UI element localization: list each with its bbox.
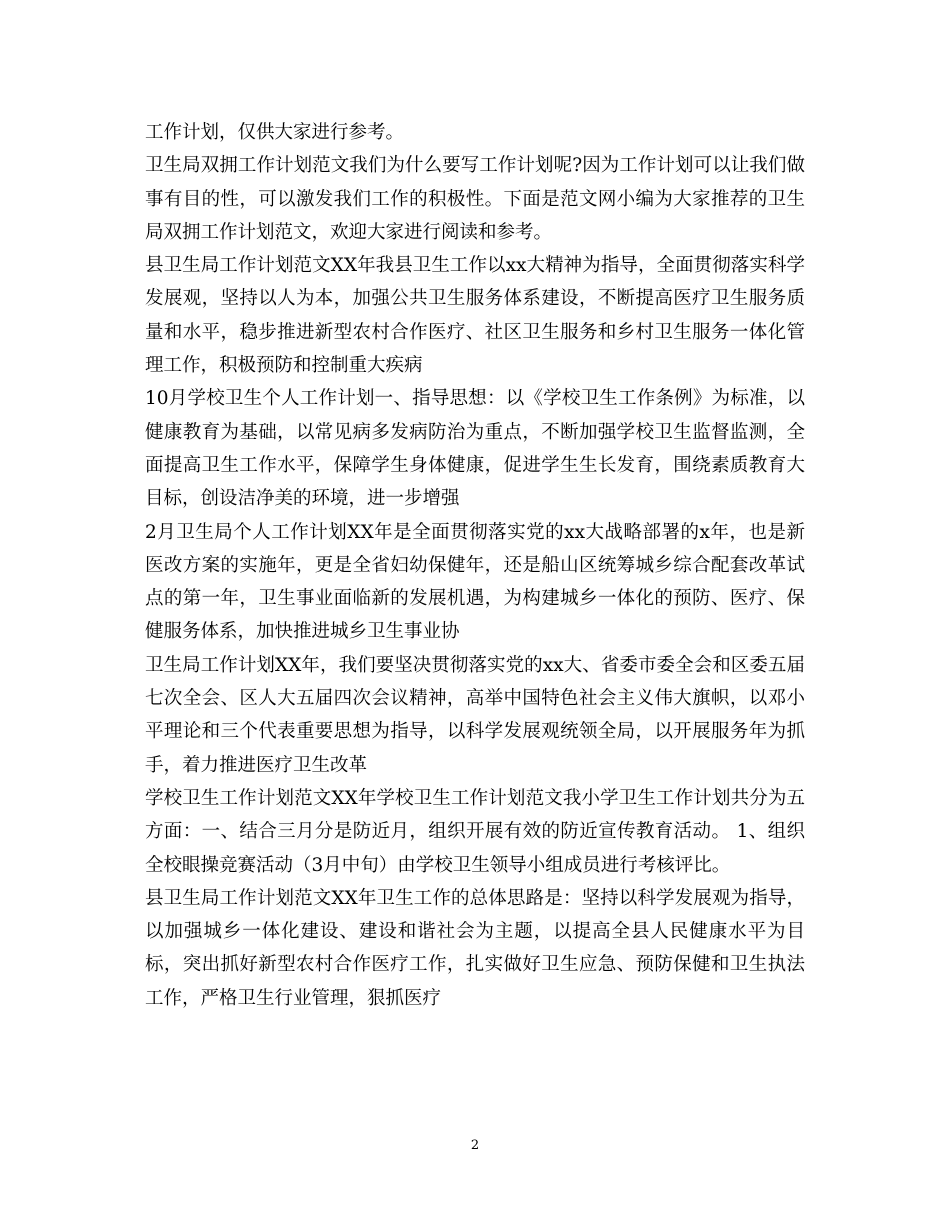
paragraph-2: 卫生局双拥工作计划范文我们为什么要写工作计划呢?因为工作计划可以让我们做事有目的性，可以激发我们工作的积极性。下面是范文网小编为大家推荐的卫生局双拥工作计划范文，欢迎大家进行阅读和参考。 — [145, 155, 805, 243]
paragraph-1: 工作计划，仅供大家进行参考。 — [145, 122, 405, 143]
paragraph-6: 卫生局工作计划XX年，我们要坚决贯彻落实党的xx大、省委市委全会和区委五届七次全会、区人大五届四次会议精神，高举中国特色社会主义伟大旗帜，以邓小平理论和三个代表重要思想为指导，以科学发展观统领全局，以开展服务年为抓手，着力推进医疗卫生改革 — [145, 654, 805, 776]
paragraph-8: 县卫生局工作计划范文XX年卫生工作的总体思路是：坚持以科学发展观为指导，以加强城乡一体化建设、建设和谐社会为主题，以提高全县人民健康水平为目标，突出抓好新型农村合作医疗工作，扎实做好卫生应急、预防保健和卫生执法工作，严格卫生行业管理，狠抓医疗 — [145, 887, 805, 1009]
paragraph-3: 县卫生局工作计划范文XX年我县卫生工作以xx大精神为指导，全面贯彻落实科学发展观，坚持以人为本，加强公共卫生服务体系建设，不断提高医疗卫生服务质量和水平，稳步推进新型农村合作医疗、社区卫生服务和乡村卫生服务一体化管理工作，积极预防和控制重大疾病 — [145, 255, 805, 377]
paragraph-4: 10月学校卫生个人工作计划一、指导思想：以《学校卫生工作条例》为标准，以健康教育为基础，以常见病多发病防治为重点，不断加强学校卫生监督监测，全面提高卫生工作水平，保障学生身体健康，促进学生生长发育，围绕素质教育大目标，创设洁净美的环境，进一步增强 — [145, 388, 805, 510]
page-number: 2 — [470, 1138, 480, 1153]
paragraph-5: 2月卫生局个人工作计划XX年是全面贯彻落实党的xx大战略部署的x年，也是新医改方案的实施年，更是全省妇幼保健年，还是船山区统筹城乡综合配套改革试点的第一年，卫生事业面临新的发展机遇，为构建城乡一体化的预防、医疗、保健服务体系，加快推进城乡卫生事业协 — [145, 521, 805, 643]
paragraph-7: 学校卫生工作计划范文XX年学校卫生工作计划范文我小学卫生工作计划共分为五方面：一、结合三月分是防近月，组织开展有效的防近宣传教育活动。 1、组织全校眼操竞赛活动（3月中旬）由学校卫生领导小组成员进行考核评比。 — [145, 787, 805, 876]
document-body — [145, 116, 805, 1015]
